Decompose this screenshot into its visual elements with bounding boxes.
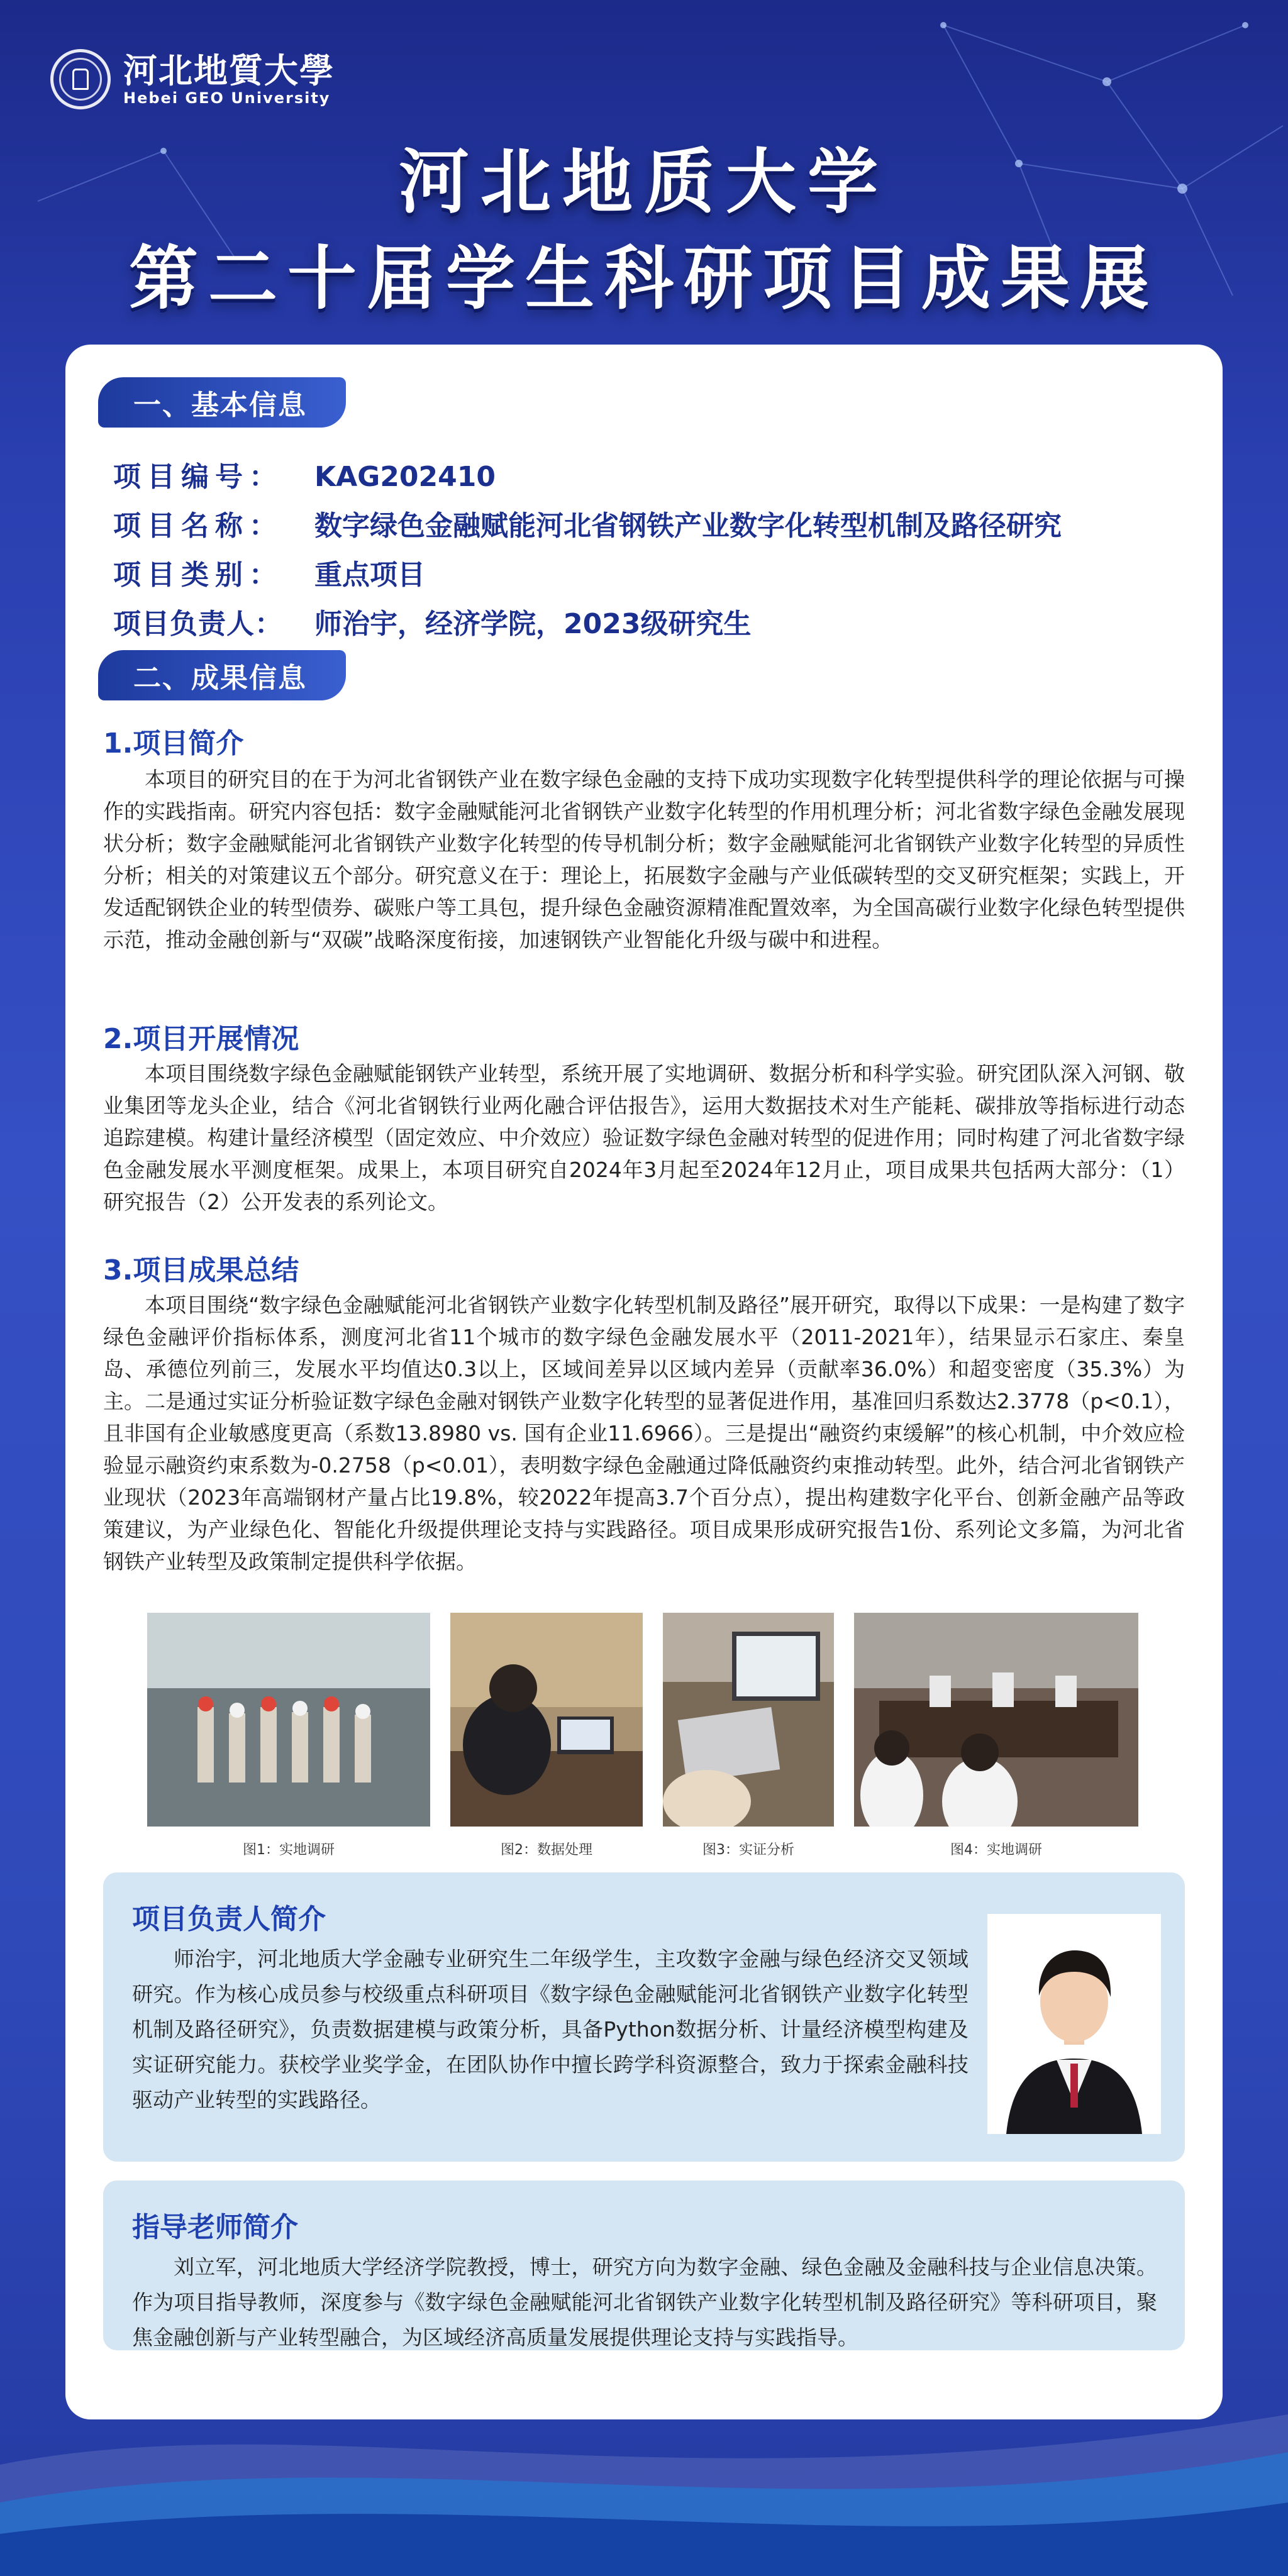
logo-name-cn: 河北地質大學 bbox=[123, 50, 335, 91]
info-value: 重点项目 bbox=[314, 559, 425, 591]
subsection-summary-title: 3.项目成果总结 bbox=[103, 1254, 299, 1286]
photo-caption: 图3：实证分析 bbox=[702, 1842, 794, 1858]
meeting-room-photo bbox=[854, 1613, 1138, 1827]
photo-caption: 图2：数据处理 bbox=[501, 1842, 592, 1858]
subsection-intro-text: 本项目的研究目的在于为河北省钢铁产业在数字绿色金融的支持下成功实现数字化转型提供科学的理论依据与可操作的实践指南。研究内容包括：数字金融赋能河北省钢铁产业数字化转型的作用机理分析；河北省数字绿色金融发展现状分析；数字金融赋能河北省钢铁产业数字化转型的传导机制分析；数字金融赋能河北省钢铁产业数字化转型的异质性分析；相关的对策建议五个部分。研究意义在于：理论上，拓展数字金融与产业低碳转型的交叉研究框架；实践上，开发适配钢铁企业的转型债券、碳账户等工具包，提升绿色金融资源精准配置效率，为全国高碳行业数字化绿色转型提供示范，推动金融创新与“双碳”战略深度衔接，加速钢铁产业智能化升级与碳中和进程。 bbox=[103, 767, 1185, 952]
photo-caption: 图1：实地调研 bbox=[243, 1842, 335, 1858]
info-label: 项目名称： bbox=[113, 510, 283, 542]
laptop-work-photo bbox=[450, 1613, 643, 1827]
info-value: 数字绿色金融赋能河北省钢铁产业数字化转型机制及路径研究 bbox=[314, 510, 1062, 542]
university-logo bbox=[50, 49, 335, 109]
leader-bio-panel bbox=[103, 1872, 1185, 2162]
advisor-bio-text: 刘立军，河北地质大学经济学院教授，博士，研究方向为数字金融、绿色金融及金融科技与企业信息决策。作为项目指导教师，深度参与《数字绿色金融赋能河北省钢铁产业数字化转型机制及路径研究》等科研项目，聚焦金融创新与产业转型融合，为区域经济高质量发展提供理论支持与实践指导。 bbox=[132, 2255, 1157, 2350]
leader-bio-text: 师治宇，河北地质大学金融专业研究生二年级学生，主攻数字金融与绿色经济交叉领域研究。作为核心成员参与校级重点科研项目《数字绿色金融赋能河北省钢铁产业数字化转型机制及路径研究》，负责数据建模与政策分析，具备Python数据分析、计量经济模型构建及实证研究能力。获校学业奖学金，在团队协作中擅长跨学科资源整合，致力于探索金融科技驱动产业转型的实践路径。 bbox=[132, 1947, 969, 2112]
logo-name-en: Hebei GEO University bbox=[123, 89, 331, 107]
page-title-line2: 第二十届学生科研项目成果展 bbox=[129, 238, 1159, 319]
info-label: 项目类别： bbox=[113, 559, 283, 591]
info-value: KAG202410 bbox=[314, 461, 496, 493]
page-title-line1: 河北地质大学 bbox=[399, 141, 889, 223]
info-row-category bbox=[113, 551, 1062, 600]
subsection-intro-title: 1.项目简介 bbox=[103, 727, 244, 760]
basic-info-list bbox=[113, 453, 1062, 649]
subsection-progress-text: 本项目围绕数字绿色金融赋能钢铁产业转型，系统开展了实地调研、数据分析和科学实验。研究团队深入河钢、敬业集团等龙头企业，结合《河北省钢铁行业两化融合评估报告》，运用大数据技术对生产能耗、碳排放等指标进行动态追踪建模。构建计量经济模型（固定效应、中介效应）验证数字绿色金融对转型的促进作用；同时构建了河北省数字绿色金融发展水平测度框架。成果上，本项目研究自2024年3月起至2024年12月止，项目成果共包括两大部分：（1）研究报告（2）公开发表的系列论文。 bbox=[103, 1061, 1185, 1214]
info-row-name bbox=[113, 502, 1062, 551]
desk-analysis-photo bbox=[663, 1613, 834, 1827]
advisor-bio-title: 指导老师简介 bbox=[132, 2211, 298, 2243]
info-row-number bbox=[113, 453, 1062, 502]
info-value: 师治宇，经济学院，2023级研究生 bbox=[314, 608, 752, 640]
leader-portrait-photo bbox=[987, 1914, 1161, 2134]
photo-caption: 图4：实地调研 bbox=[950, 1842, 1042, 1858]
subsection-summary-text: 本项目围绕“数字绿色金融赋能河北省钢铁产业数字化转型机制及路径”展开研究，取得以下成果：一是构建了数字绿色金融评价指标体系，测度河北省11个城市的数字绿色金融发展水平（2011-2021年），结果显示石家庄、秦皇岛、承德位列前三，发展水平均值达0.3以上，区域间差异以区域内差异（贡献率36.0%）和超变密度（35.3%）为主。二是通过实证分析验证数字绿色金融对钢铁产业数字化转型的显著促进作用，基准回归系数达2.3778（p<0.1），且非国有企业敏感度更高（系数13.8980 vs. 国有企业11.6966）。三是提出“融资约束缓解”的核心机制，中介效应检验显示融资约束系数为-0.2758（p<0.01），表明数字绿色金融通过降低融资约束推动转型。此外，结合河北省钢铁产业现状（2023年高端钢材产量占比19.8%，较2022年提高3.7个百分点），提出构建数字化平台、创新金融产品等政策建议，为产业绿色化、智能化升级提供理论支持与实践路径。项目成果形成研究报告1份、系列论文多篇，为河北省钢铁产业转型及政策制定提供科学依据。 bbox=[103, 1293, 1185, 1574]
university-seal-icon bbox=[50, 49, 111, 109]
group-visit-photo bbox=[147, 1613, 430, 1827]
content-card bbox=[65, 345, 1223, 2419]
leader-bio-title: 项目负责人简介 bbox=[132, 1903, 326, 1935]
photo-gallery bbox=[147, 1613, 1210, 1864]
info-label: 项目编号： bbox=[113, 461, 283, 493]
info-row-leader bbox=[113, 600, 1062, 649]
info-label: 项目负责人： bbox=[113, 608, 283, 640]
subsection-progress-title: 2.项目开展情况 bbox=[103, 1023, 299, 1055]
advisor-bio-panel bbox=[103, 2181, 1185, 2350]
section-results: 二、成果信息 bbox=[98, 650, 346, 700]
section-basic-info: 一、基本信息 bbox=[98, 377, 346, 428]
